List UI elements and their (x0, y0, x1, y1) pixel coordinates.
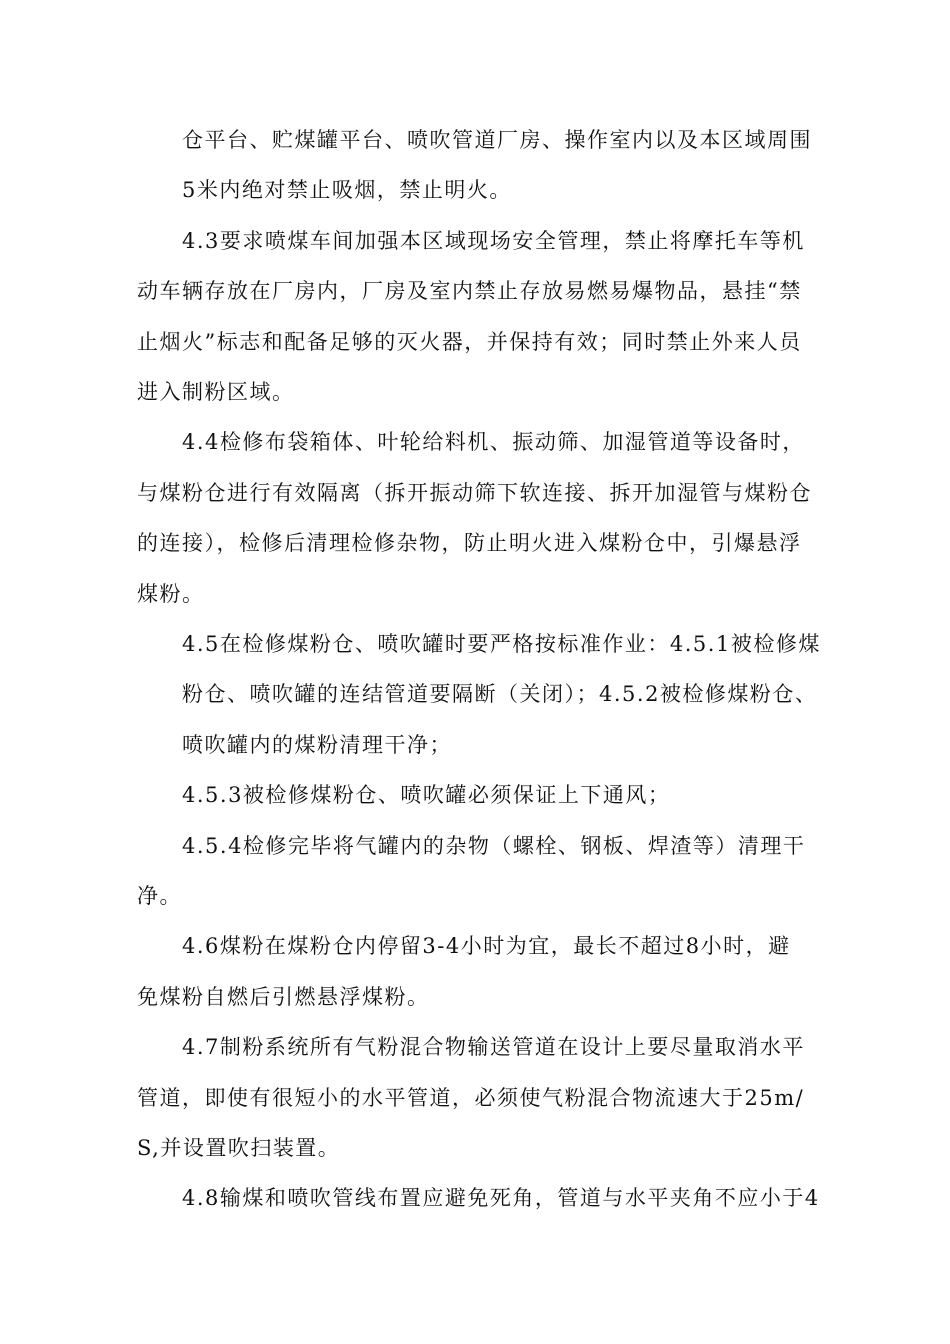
text-line-8: 与煤粉仓进行有效隔离（拆开振动筛下软连接、拆开加湿管与煤粉仓 (137, 481, 812, 505)
text-line-11: 4.5在检修煤粉仓、喷吹罐时要严格按标准作业：4.5.1被检修煤 (182, 632, 821, 656)
text-line-13: 喷吹罐内的煤粉清理干净； (182, 733, 452, 757)
text-line-16: 净。 (137, 884, 182, 908)
text-line-19: 4.7制粉系统所有气粉混合物输送管道在设计上要尽量取消水平 (182, 1035, 805, 1059)
text-line-15: 4.5.4检修完毕将气罐内的杂物（螺栓、钢板、焊渣等）清理干 (182, 834, 806, 858)
text-line-2: 5米内绝对禁止吸烟，禁止明火。 (182, 178, 512, 202)
text-line-17: 4.6煤粉在煤粉仓内停留3-4小时为宜，最长不超过8小时，避 (182, 934, 791, 958)
text-line-6: 进入制粉区域。 (137, 380, 295, 404)
text-line-9: 的连接），检修后清理检修杂物，防止明火进入煤粉仓中，引爆悬浮 (137, 531, 802, 555)
text-line-12: 粉仓、喷吹罐的连结管道要隔断（关闭）；4.5.2被检修煤粉仓、 (182, 682, 818, 706)
text-line-1: 仓平台、贮煤罐平台、喷吹管道厂房、操作室内以及本区域周围 (182, 128, 812, 152)
text-line-3: 4.3要求喷煤车间加强本区域现场安全管理，禁止将摩托车等机 (182, 229, 805, 253)
text-line-5: 止烟火”标志和配备足够的灭火器，并保持有效；同时禁止外来人员 (137, 330, 802, 354)
text-line-22: 4.8输煤和喷吹管线布置应避免死角，管道与水平夹角不应小于4 (182, 1186, 820, 1210)
text-line-10: 煤粉。 (137, 582, 205, 606)
text-line-20: 管道，即使有很短小的水平管道，必须使气粉混合物流速大于25m/ (137, 1086, 805, 1110)
text-line-14: 4.5.3被检修煤粉仓、喷吹罐必须保证上下通风； (182, 783, 671, 807)
text-line-18: 免煤粉自燃后引燃悬浮煤粉。 (137, 985, 430, 1009)
text-line-7: 4.4检修布袋箱体、叶轮给料机、振动筛、加湿管道等设备时， (182, 430, 805, 454)
text-line-21: S,并设置吹扫装置。 (137, 1136, 341, 1160)
text-line-4: 动车辆存放在厂房内，厂房及室内禁止存放易燃易爆物品，悬挂“禁 (137, 279, 802, 303)
